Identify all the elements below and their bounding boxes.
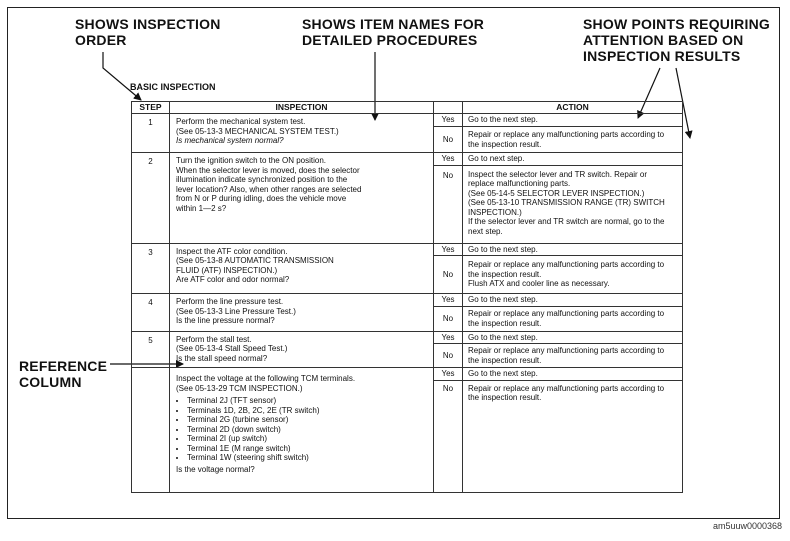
yes-label: Yes — [434, 331, 463, 344]
no-action: Repair or replace any malfunctioning parts according to the inspection result. — [463, 344, 683, 368]
yes-action: Go to next step. — [463, 153, 683, 166]
table-row-step-6 — [132, 368, 683, 381]
header-blank — [434, 102, 463, 114]
yes-action: Go to the next step. — [463, 114, 683, 127]
list-item: • Terminal 2D (down switch) — [187, 425, 429, 435]
list-item: • Terminal 2I (up switch) — [187, 434, 429, 444]
callout-reference-column: REFERENCE COLUMN — [19, 358, 108, 390]
list-item: • Terminal 2J (TFT sensor) — [187, 396, 429, 406]
list-item: • Terminal 1E (M range switch) — [187, 444, 429, 454]
inspection-cell: Perform the mechanical system test. (See 05-13-3 MECHANICAL SYSTEM TEST.) Is mechanical system normal? — [170, 114, 434, 153]
step-number — [132, 368, 170, 493]
inspection-cell: Inspect the ATF color condition. (See 05-13-8 AUTOMATIC TRANSMISSION FLUID (ATF) INSPECTION.) Are ATF color and odor normal? — [170, 243, 434, 294]
yes-action: Go to the next step. — [463, 243, 683, 256]
header-inspection: INSPECTION — [170, 102, 434, 114]
table-row-step-4 — [132, 294, 683, 307]
yes-action: Go to the next step. — [463, 368, 683, 381]
no-label: No — [434, 256, 463, 294]
yes-label: Yes — [434, 368, 463, 381]
terminal-list — [176, 396, 429, 463]
no-action: Inspect the selector lever and TR switch. Repair or replace malfunctioning parts. (See 05-14-5 SELECTOR LEVER INSPECTION.) (See 05-13-10 TRANSMISSION RANGE (TR) SWITCH INSPECTION.) If the selector lever and TR switch are normal, go to the next step. — [463, 165, 683, 243]
yes-label: Yes — [434, 243, 463, 256]
table-row-step-2 — [132, 153, 683, 166]
no-label: No — [434, 127, 463, 153]
no-label: No — [434, 380, 463, 492]
yes-action: Go to the next step. — [463, 294, 683, 307]
no-action: Repair or replace any malfunctioning parts according to the inspection result. — [463, 127, 683, 153]
yes-label: Yes — [434, 114, 463, 127]
table-row-step-1 — [132, 114, 683, 127]
table-header-row — [132, 102, 683, 114]
step-number: 3 — [132, 243, 170, 294]
inspection-cell: Perform the stall test. (See 05-13-4 Stall Speed Test.) Is the stall speed normal? — [170, 331, 434, 368]
yes-label: Yes — [434, 153, 463, 166]
arrow-to-step-column — [103, 52, 141, 100]
inspection-cell: Inspect the voltage at the following TCM terminals. (See 05-13-29 TCM INSPECTION.) • Terminal 2J (TFT sensor) • Terminals 1D, 2B, 2C, 2E (TR switch) • Terminal 2G (turbine sensor) • Terminal 2D (down switch) • Terminal 2I (up switch) • Terminal 1E (M range switch) • Terminal 1W (steering shift switch) Is the voltage normal? — [170, 368, 434, 493]
no-label: No — [434, 344, 463, 368]
yes-action: Go to the next step. — [463, 331, 683, 344]
step-number: 2 — [132, 153, 170, 244]
table-row-step-5 — [132, 331, 683, 344]
list-item: • Terminals 1D, 2B, 2C, 2E (TR switch) — [187, 406, 429, 416]
no-label: No — [434, 165, 463, 243]
no-label: No — [434, 306, 463, 331]
no-action: Repair or replace any malfunctioning parts according to the inspection result. — [463, 306, 683, 331]
callout-attention-points: SHOW POINTS REQUIRING ATTENTION BASED ON INSPECTION RESULTS — [583, 16, 770, 64]
step-number: 5 — [132, 331, 170, 368]
table-row-step-3 — [132, 243, 683, 256]
section-title: BASIC INSPECTION — [130, 82, 216, 92]
figure-code: am5uuw0000368 — [712, 521, 782, 531]
inspection-cell: Turn the ignition switch to the ON position. When the selector lever is moved, does the selector illumination indicate synchronized position to the lever location? Also, when other ranges are selected from N or P during idling, does the vehicle move within 1—2 s? — [170, 153, 434, 244]
inspection-cell: Perform the line pressure test. (See 05-13-3 Line Pressure Test.) Is the line pressure normal? — [170, 294, 434, 332]
basic-inspection-table — [131, 101, 683, 493]
header-action: ACTION — [463, 102, 683, 114]
no-action: Repair or replace any malfunctioning parts according to the inspection result. Flush ATX and cooler line as necessary. — [463, 256, 683, 294]
header-step: STEP — [132, 102, 170, 114]
step-number: 4 — [132, 294, 170, 332]
list-item: • Terminal 1W (steering shift switch) — [187, 453, 429, 463]
callout-item-names: SHOWS ITEM NAMES FOR DETAILED PROCEDURES — [302, 16, 485, 48]
yes-label: Yes — [434, 294, 463, 307]
step-number: 1 — [132, 114, 170, 153]
list-item: • Terminal 2G (turbine sensor) — [187, 415, 429, 425]
no-action: Repair or replace any malfunctioning parts according to the inspection result. — [463, 380, 683, 492]
callout-inspection-order: SHOWS INSPECTION ORDER — [75, 16, 221, 48]
